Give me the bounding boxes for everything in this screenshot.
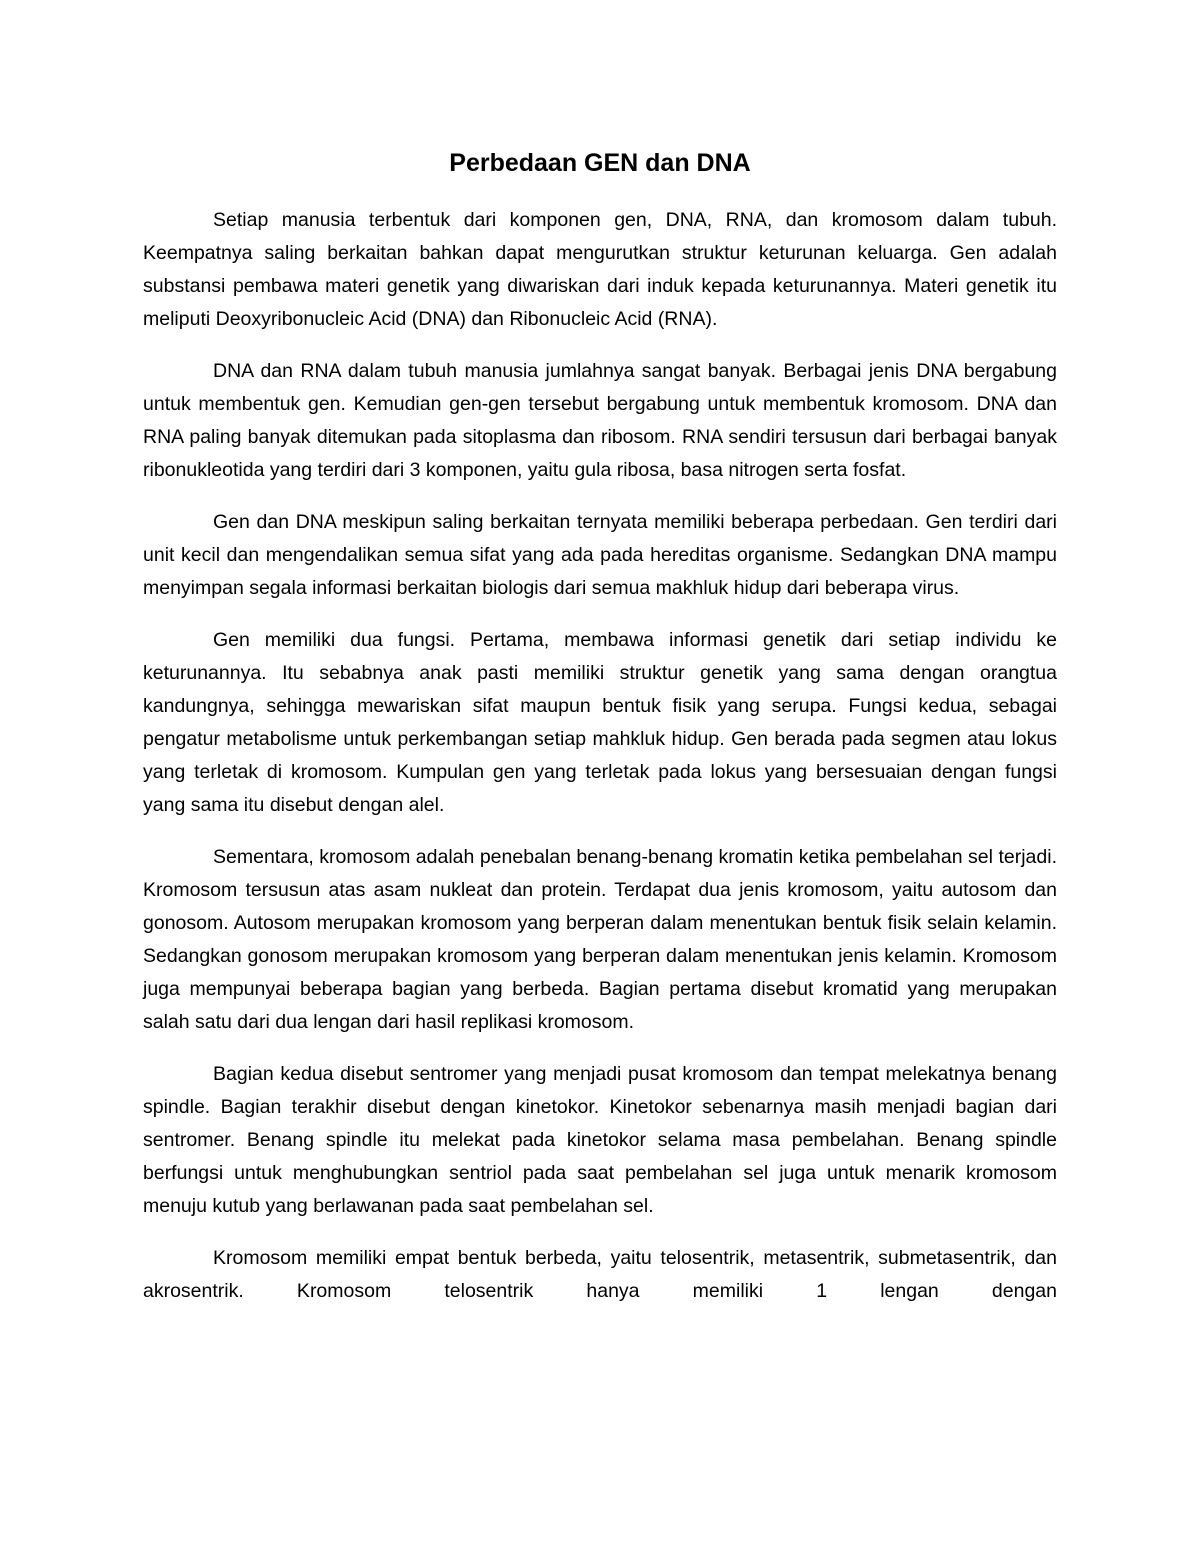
- document-body: [143, 204, 1057, 1327]
- paragraph-2: DNA dan RNA dalam tubuh manusia jumlahnya sangat banyak. Berbagai jenis DNA bergabung untuk membentuk gen. Kemudian gen-gen tersebut bergabung untuk membentuk kromosom. DNA dan RNA paling banyak ditemukan pada sitoplasma dan ribosom. RNA sendiri tersusun dari berbagai banyak ribonukleotida yang terdiri dari 3 komponen, yaitu gula ribosa, basa nitrogen serta fosfat.: [143, 360, 1057, 481]
- paragraph-5: Sementara, kromosom adalah penebalan benang-benang kromatin ketika pembelahan sel terjadi. Kromosom tersusun atas asam nukleat dan protein. Terdapat dua jenis kromosom, yaitu autosom dan gonosom. Autosom merupakan kromosom yang berperan dalam menentukan bentuk fisik selain kelamin. Sedangkan gonosom merupakan kromosom yang berperan dalam menentukan jenis kelamin. Kromosom juga mempunyai beberapa bagian yang berbeda. Bagian pertama disebut kromatid yang merupakan salah satu dari dua lengan dari hasil replikasi kromosom.: [143, 846, 1057, 1033]
- paragraph-1: Setiap manusia terbentuk dari komponen gen, DNA, RNA, dan kromosom dalam tubuh. Keempatnya saling berkaitan bahkan dapat mengurutkan struktur keturunan keluarga. Gen adalah substansi pembawa materi genetik yang diwariskan dari induk kepada keturunannya. Materi genetik itu meliputi Deoxyribonucleic Acid (DNA) dan Ribonucleic Acid (RNA).: [143, 209, 1057, 330]
- paragraph-3: Gen dan DNA meskipun saling berkaitan ternyata memiliki beberapa perbedaan. Gen terdiri dari unit kecil dan mengendalikan semua sifat yang ada pada hereditas organisme. Sedangkan DNA mampu menyimpan segala informasi berkaitan biologis dari semua makhluk hidup dari beberapa virus.: [143, 511, 1057, 599]
- paragraph-4: Gen memiliki dua fungsi. Pertama, membawa informasi genetik dari setiap individu ke keturunannya. Itu sebabnya anak pasti memiliki struktur genetik yang sama dengan orangtua kandungnya, sehingga mewariskan sifat maupun bentuk fisik yang serupa. Fungsi kedua, sebagai pengatur metabolisme untuk perkembangan setiap mahkluk hidup. Gen berada pada segmen atau lokus yang terletak di kromosom. Kumpulan gen yang terletak pada lokus yang bersesuaian dengan fungsi yang sama itu disebut dengan alel.: [143, 629, 1057, 816]
- document-title: Perbedaan GEN dan DNA: [449, 149, 751, 177]
- paragraph-7: Kromosom memiliki empat bentuk berbeda, yaitu telosentrik, metasentrik, submetasentrik, dan akrosentrik. Kromosom telosentrik hanya memiliki 1 lengan dengan: [143, 1247, 1057, 1302]
- paragraph-6: Bagian kedua disebut sentromer yang menjadi pusat kromosom dan tempat melekatnya benang spindle. Bagian terakhir disebut dengan kinetokor. Kinetokor sebenarnya masih menjadi bagian dari sentromer. Benang spindle itu melekat pada kinetokor selama masa pembelahan. Benang spindle berfungsi untuk menghubungkan sentriol pada saat pembelahan sel juga untuk menarik kromosom menuju kutub yang berlawanan pada saat pembelahan sel.: [143, 1063, 1057, 1217]
